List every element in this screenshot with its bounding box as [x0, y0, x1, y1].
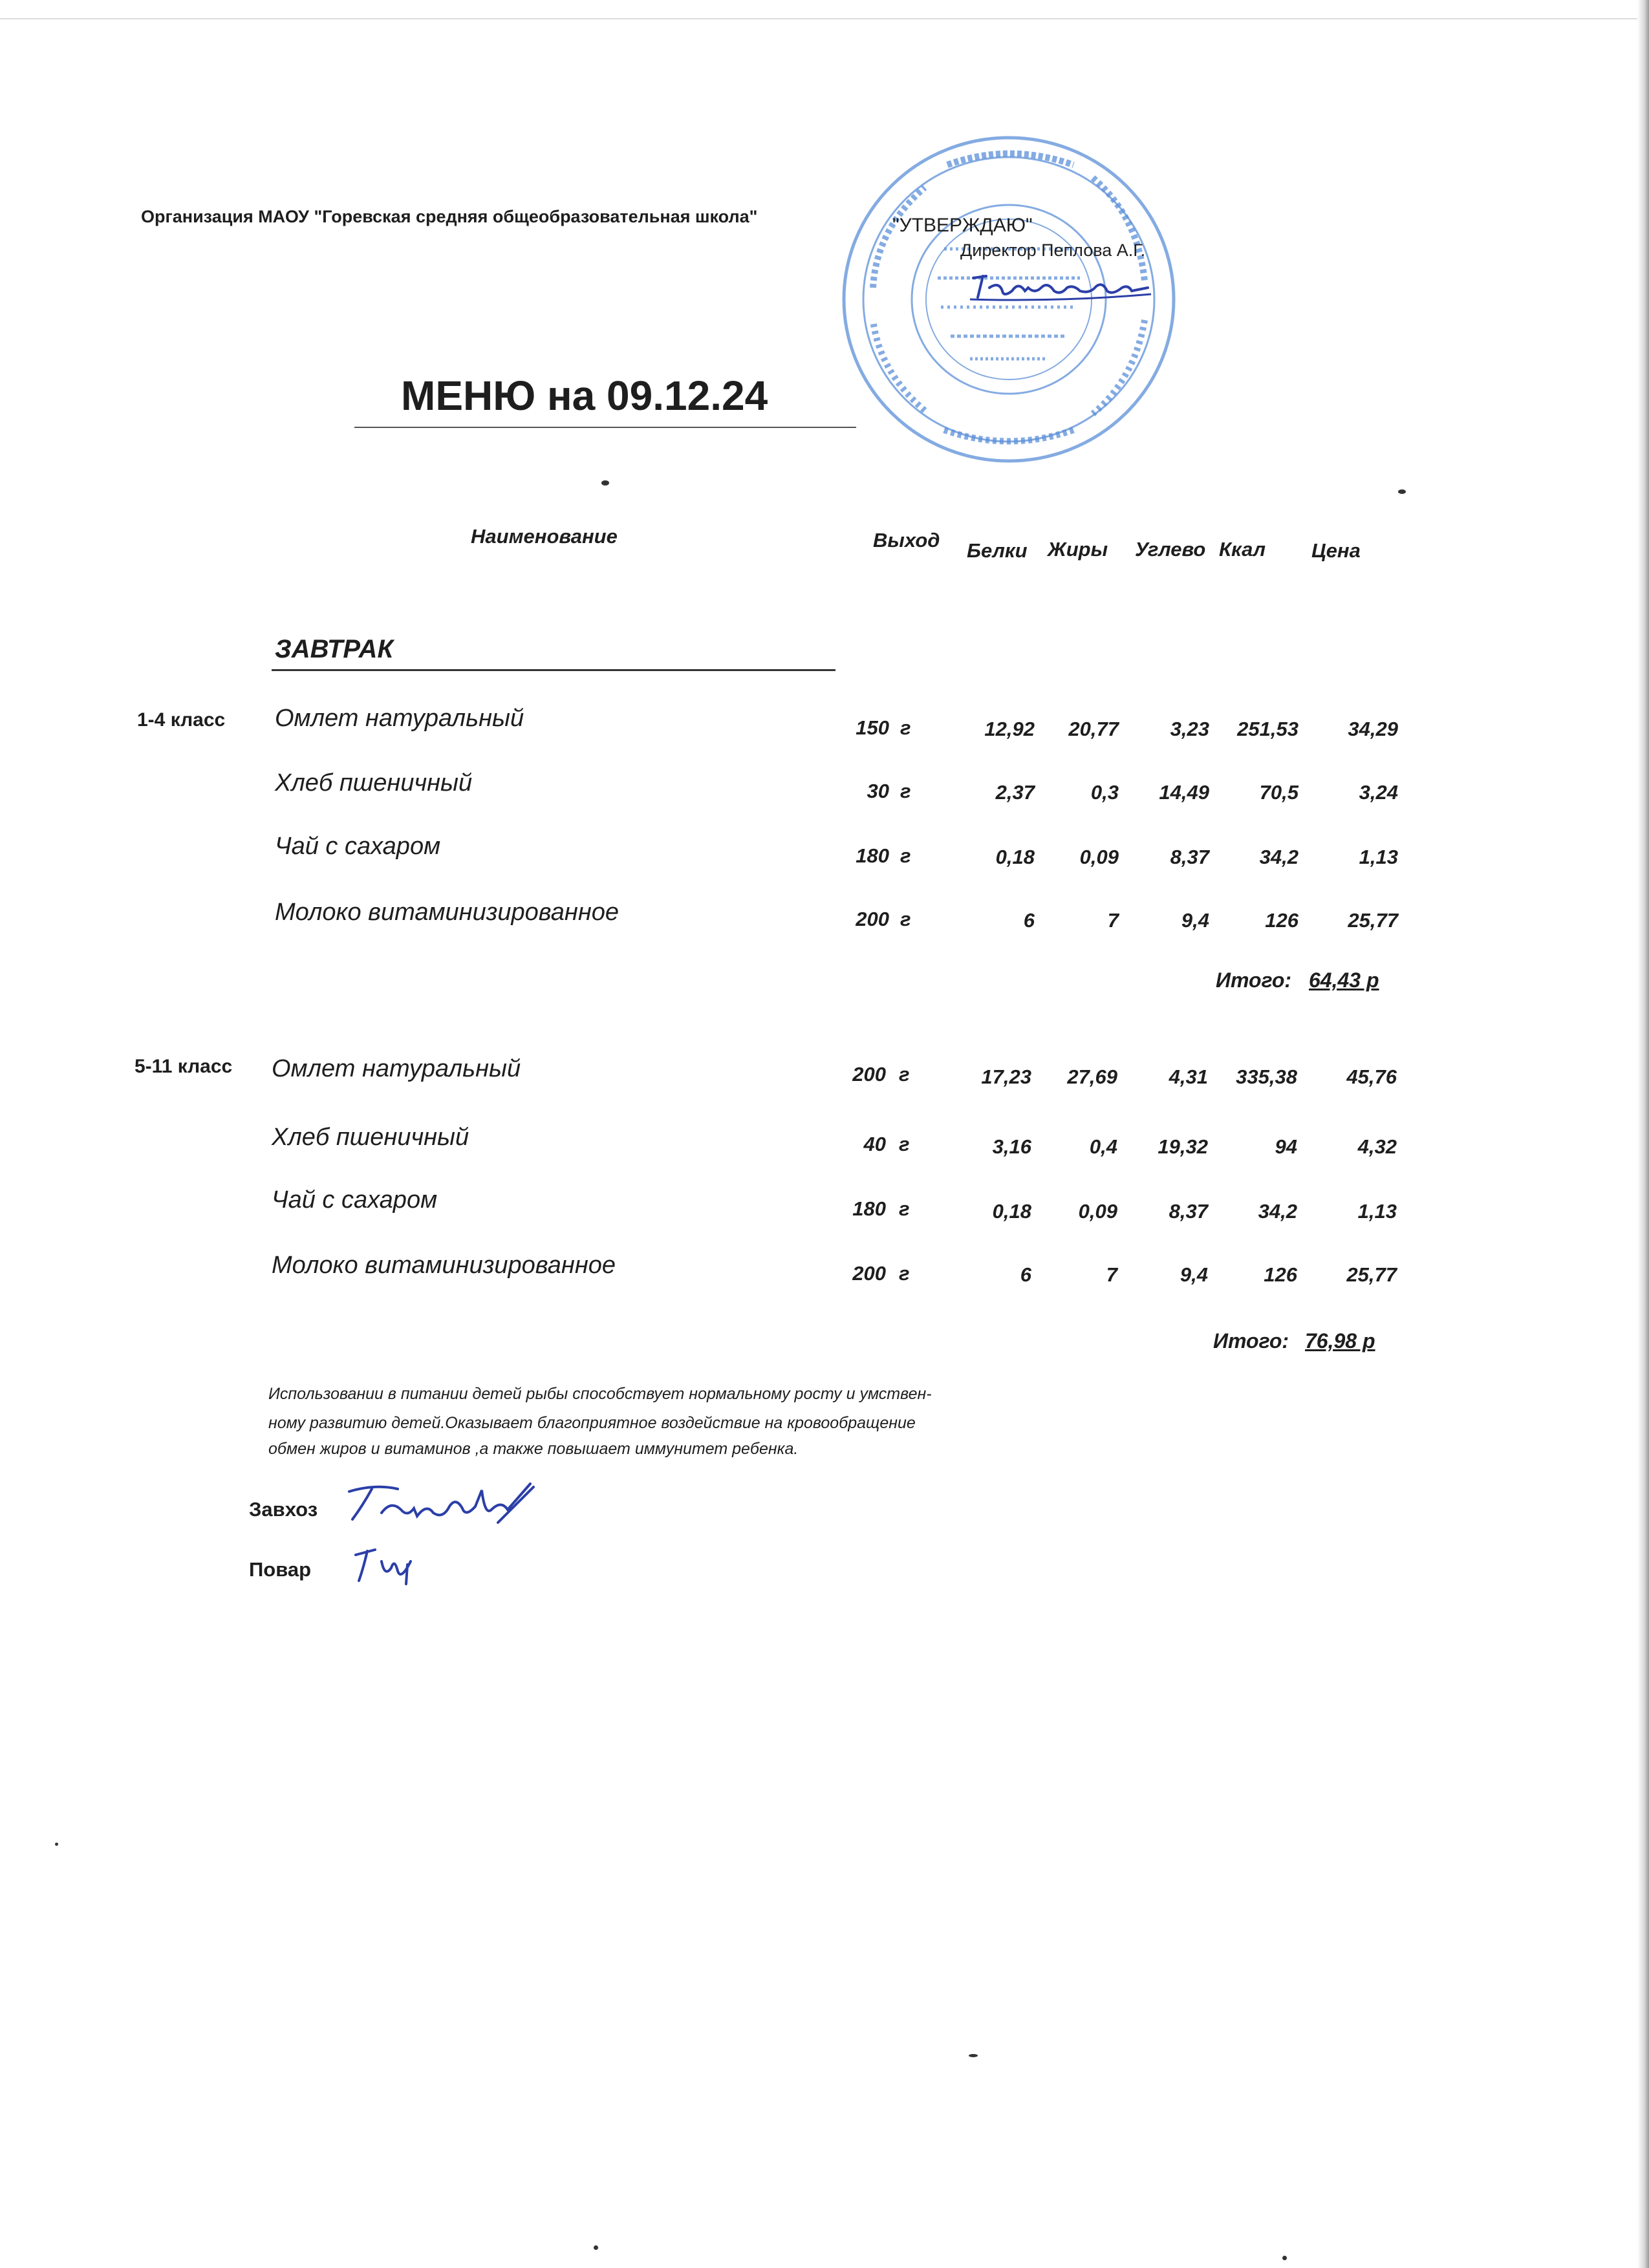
- item-name: Молоко витаминизированное: [275, 899, 619, 926]
- item-proteins: 6: [1023, 909, 1035, 932]
- item-fats: 0,4: [1089, 1135, 1117, 1158]
- total-label: Итого:: [1216, 968, 1292, 992]
- item-kcal: 126: [1264, 1263, 1297, 1286]
- item-fats: 7: [1106, 1263, 1117, 1286]
- header-carbs: Углево: [1135, 538, 1206, 561]
- section-breakfast: ЗАВТРАК: [275, 635, 394, 663]
- item-carbs: 8,37: [1169, 1200, 1208, 1223]
- item-carbs: 4,31: [1169, 1065, 1208, 1088]
- item-kcal: 70,5: [1259, 781, 1299, 804]
- item-name: Хлеб пшеничный: [272, 1124, 469, 1151]
- group-label-5-11: 5-11 класс: [135, 1056, 233, 1077]
- scan-speck: [969, 2054, 978, 2057]
- item-price: 45,76: [1346, 1065, 1397, 1088]
- item-unit: г: [900, 844, 911, 867]
- item-proteins: 0,18: [992, 1200, 1031, 1223]
- item-proteins: 3,16: [992, 1135, 1031, 1158]
- scan-speck: [594, 2245, 598, 2250]
- item-unit: г: [899, 1262, 910, 1285]
- item-yield: 200: [856, 908, 889, 930]
- header-fats: Жиры: [1048, 538, 1108, 561]
- item-price: 25,77: [1346, 1263, 1397, 1286]
- item-yield: 30: [867, 780, 889, 802]
- scan-speck: [55, 1843, 58, 1846]
- item-unit: г: [899, 1063, 910, 1086]
- item-proteins: 2,37: [995, 781, 1035, 804]
- item-carbs: 8,37: [1170, 846, 1209, 868]
- header-price: Цена: [1311, 539, 1361, 562]
- item-unit: г: [899, 1197, 910, 1220]
- note-line: Использовании в питании детей рыбы способствует нормальному росту и умствен-: [268, 1385, 932, 1403]
- item-fats: 0,09: [1079, 846, 1119, 868]
- note-line: ному развитию детей.Оказывает благоприятное воздействие на кровообращение: [268, 1414, 916, 1432]
- item-price: 1,13: [1359, 846, 1398, 868]
- header-name: Наименование: [471, 525, 618, 548]
- scan-speck: [1398, 489, 1406, 494]
- group-label-1-4: 1-4 класс: [137, 709, 226, 731]
- total-label: Итого:: [1213, 1329, 1289, 1353]
- item-yield: 180: [852, 1197, 886, 1220]
- item-name: Чай с сахаром: [272, 1186, 438, 1214]
- item-price: 1,13: [1357, 1200, 1397, 1223]
- item-carbs: 3,23: [1170, 718, 1209, 740]
- item-name: Омлет натуральный: [275, 705, 524, 732]
- item-fats: 0,3: [1090, 781, 1119, 804]
- item-kcal: 34,2: [1258, 1200, 1297, 1223]
- page-title: МЕНЮ на 09.12.24: [401, 372, 768, 419]
- cook-signature: [349, 1542, 420, 1587]
- scan-right-edge: [1637, 0, 1649, 2268]
- item-kcal: 94: [1275, 1135, 1297, 1158]
- item-name: Хлеб пшеничный: [275, 769, 473, 797]
- header-kcal: Ккал: [1219, 538, 1266, 561]
- item-yield: 200: [852, 1063, 886, 1086]
- item-yield: 180: [856, 844, 889, 867]
- item-fats: 20,77: [1068, 718, 1119, 740]
- item-proteins: 17,23: [981, 1065, 1031, 1088]
- item-unit: г: [900, 908, 911, 930]
- item-kcal: 34,2: [1259, 846, 1299, 868]
- note-line: обмен жиров и витаминов ,а также повышает иммунитет ребенка.: [268, 1440, 799, 1458]
- item-yield: 40: [863, 1133, 886, 1155]
- scan-speck: [1282, 2256, 1287, 2260]
- scan-top-edge: [0, 18, 1649, 19]
- item-fats: 7: [1107, 909, 1119, 932]
- item-unit: г: [899, 1133, 910, 1155]
- item-proteins: 12,92: [984, 718, 1035, 740]
- item-price: 34,29: [1348, 718, 1398, 740]
- item-kcal: 335,38: [1236, 1065, 1297, 1088]
- total-value: 76,98 р: [1305, 1329, 1375, 1353]
- item-kcal: 126: [1265, 909, 1299, 932]
- header-proteins: Белки: [967, 539, 1028, 562]
- item-price: 4,32: [1357, 1135, 1397, 1158]
- item-proteins: 6: [1020, 1263, 1031, 1286]
- item-fats: 0,09: [1078, 1200, 1117, 1223]
- item-carbs: 9,4: [1181, 909, 1209, 932]
- total-value: 64,43 р: [1309, 968, 1379, 992]
- organization-line: Организация МАОУ "Горевская средняя общеобразовательная школа": [141, 207, 758, 226]
- item-unit: г: [900, 716, 911, 739]
- storekeeper-label: Завхоз: [249, 1498, 318, 1521]
- item-fats: 27,69: [1067, 1065, 1117, 1088]
- director-label: Директор Пеплова А.Г.: [960, 241, 1146, 260]
- header-yield: Выход: [873, 529, 940, 551]
- item-name: Омлет натуральный: [272, 1055, 521, 1082]
- item-carbs: 14,49: [1159, 781, 1209, 804]
- title-underline: [354, 427, 856, 428]
- section-underline: [272, 669, 835, 671]
- item-proteins: 0,18: [995, 846, 1035, 868]
- cook-label: Повар: [249, 1558, 312, 1581]
- item-kcal: 251,53: [1237, 718, 1299, 740]
- item-price: 3,24: [1359, 781, 1398, 804]
- item-unit: г: [900, 780, 911, 802]
- item-yield: 200: [852, 1262, 886, 1285]
- item-carbs: 9,4: [1180, 1263, 1208, 1286]
- storekeeper-signature: [336, 1477, 537, 1535]
- approve-label: "УТВЕРЖДАЮ": [892, 215, 1033, 236]
- item-name: Молоко витаминизированное: [272, 1252, 616, 1279]
- item-price: 25,77: [1348, 909, 1398, 932]
- director-signature: [964, 262, 1158, 307]
- item-yield: 150: [856, 716, 889, 739]
- item-name: Чай с сахаром: [275, 833, 441, 860]
- scan-speck: [601, 480, 609, 486]
- item-carbs: 19,32: [1158, 1135, 1208, 1158]
